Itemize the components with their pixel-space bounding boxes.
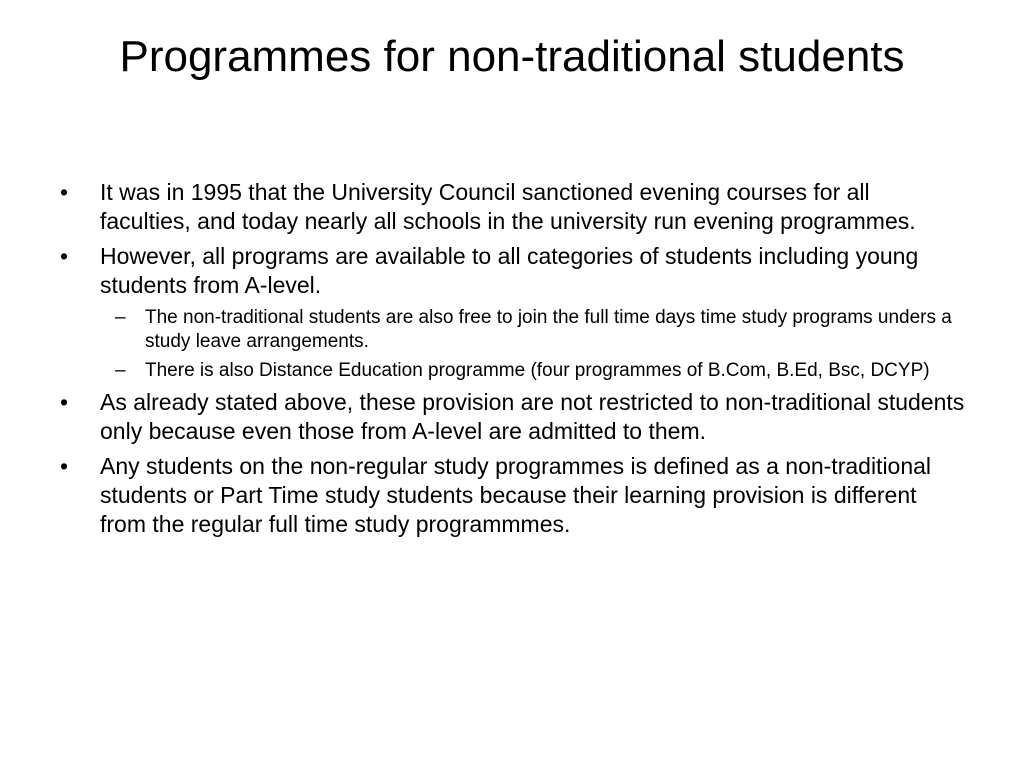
bullet-marker: • (60, 453, 69, 479)
bullet-item (60, 242, 966, 300)
sub-bullet-marker: – (115, 307, 126, 328)
bullet-text: However, all programs are available to all categories of students including young students from A-level. (100, 243, 919, 298)
slide-body (60, 178, 966, 545)
bullet-item (60, 178, 966, 236)
bullet-text: Any students on the non-regular study programmes is defined as a non-traditional students or Part Time study students because their learning provision is different from the regular full time study programmmes. (100, 453, 932, 537)
bullet-marker: • (60, 389, 69, 415)
bullet-item (60, 388, 966, 446)
bullet-item (60, 452, 966, 539)
sub-bullet-item (60, 306, 966, 354)
bullet-marker: • (60, 179, 69, 205)
sub-bullet-marker: – (115, 360, 126, 381)
sub-bullet-text: The non-traditional students are also free to join the full time days time study programs unders a study leave arrangements. (145, 307, 952, 352)
bullet-marker: • (60, 243, 69, 269)
sub-bullet-text: There is also Distance Education programme (four programmes of B.Com, B.Ed, Bsc, DCYP) (145, 360, 930, 381)
sub-bullet-item (60, 359, 966, 383)
bullet-text: It was in 1995 that the University Council sanctioned evening courses for all faculties, and today nearly all schools in the university run evening programmes. (100, 179, 916, 234)
slide-title: Programmes for non-traditional students (119, 32, 905, 81)
bullet-text: As already stated above, these provision are not restricted to non-traditional students only because even those from A-level are admitted to them. (100, 389, 965, 444)
